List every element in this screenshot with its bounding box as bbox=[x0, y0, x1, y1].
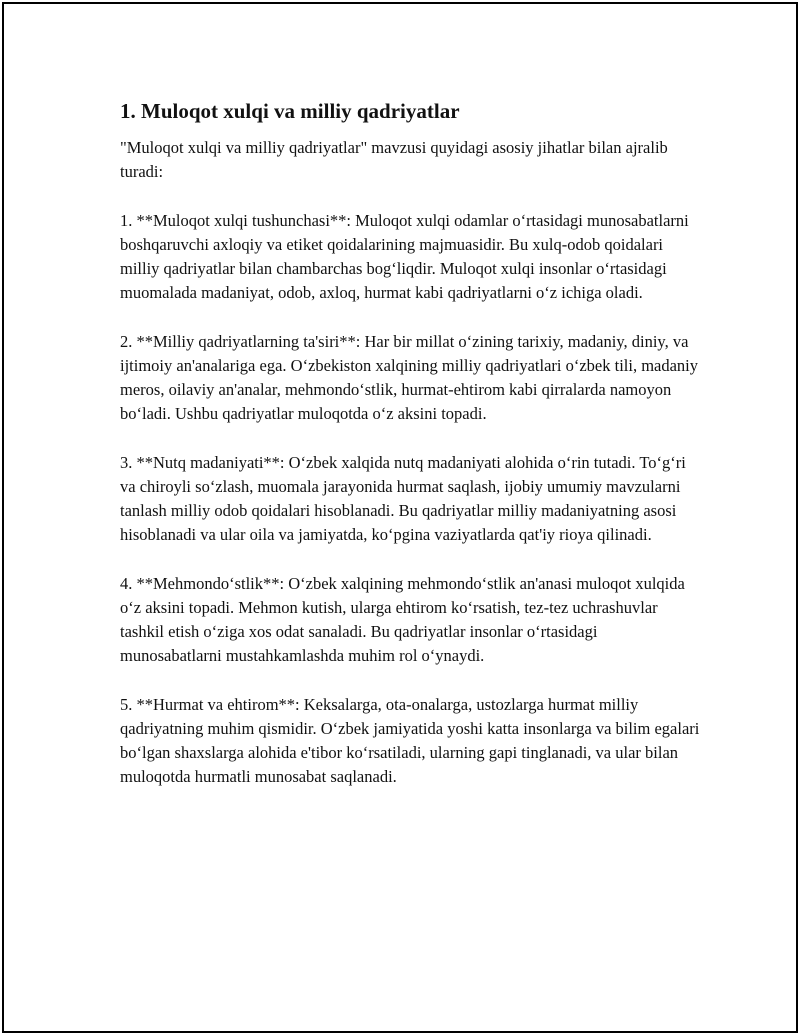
document-body bbox=[120, 98, 700, 814]
document-title: 1. Muloqot xulqi va milliy qadriyatlar bbox=[120, 99, 460, 123]
page-frame bbox=[2, 2, 798, 1033]
paragraph-nutq-madaniyati: 3. **Nutq madaniyati**: Oʻzbek xalqida nutq madaniyati alohida oʻrin tutadi. Toʻgʻri va chiroyli soʻzlash, muomala jarayonida hurmat saqlash, ijobiy umumiy mavzularni tanlash milliy odob qoidalari hisoblanadi. Bu qadriyatlar milliy madaniyatning asosi hisoblanadi va ular oila va jamiyatda, koʻpgina vaziyatlarda qat'iy rioya qilinadi. bbox=[120, 452, 686, 545]
paragraph-muloqot-xulqi: 1. **Muloqot xulqi tushunchasi**: Muloqot xulqi odamlar oʻrtasidagi munosabatlarni boshqaruvchi axloqiy va etiket qoidalarining majmuasidir. Bu xulq-odob qoidalari milliy qadriyatlar bilan chambarchas bogʻliqdir. Muloqot xulqi insonlar oʻrtasidagi muomalada madaniyat, odob, axloq, hurmat kabi qadriyatlarni oʻz ichiga oladi. bbox=[120, 210, 689, 303]
paragraph-milliy-qadriyatlar: 2. **Milliy qadriyatlarning ta'siri**: Har bir millat oʻzining tarixiy, madaniy, diniy, va ijtimoiy an'analariga ega. Oʻzbekiston xalqining milliy qadriyatlari oʻzbek tili, madaniy meros, oilaviy an'analar, mehmondoʻstlik, hurmat-ehtirom kabi qirralarda namoyon boʻladi. Ushbu qadriyatlar muloqotda oʻz aksini topadi. bbox=[120, 331, 699, 424]
paragraph-mehmondostlik: 4. **Mehmondoʻstlik**: Oʻzbek xalqining mehmondoʻstlik an'anasi muloqot xulqida oʻz aksini topadi. Mehmon kutish, ularga ehtirom koʻrsatish, tez-tez uchrashuvlar tashkil etish oʻziga xos odat sanaladi. Bu qadriyatlar insonlar oʻrtasidagi munosabatlarni mustahkamlashda muhim rol oʻynaydi. bbox=[120, 573, 685, 666]
paragraph-hurmat-ehtirom: 5. **Hurmat va ehtirom**: Keksalarga, ota-onalarga, ustozlarga hurmat milliy qadriyatning muhim qismidir. Oʻzbek jamiyatida yoshi katta insonlarga va bilim egalari boʻlgan shaxslarga alohida e'tibor koʻrsatiladi, ularning gapi tinglanadi, va ular bilan muloqotda hurmatli munosabat saqlanadi. bbox=[120, 694, 700, 787]
intro-paragraph: "Muloqot xulqi va milliy qadriyatlar" mavzusi quyidagi asosiy jihatlar bilan ajralib turadi: bbox=[120, 138, 668, 182]
